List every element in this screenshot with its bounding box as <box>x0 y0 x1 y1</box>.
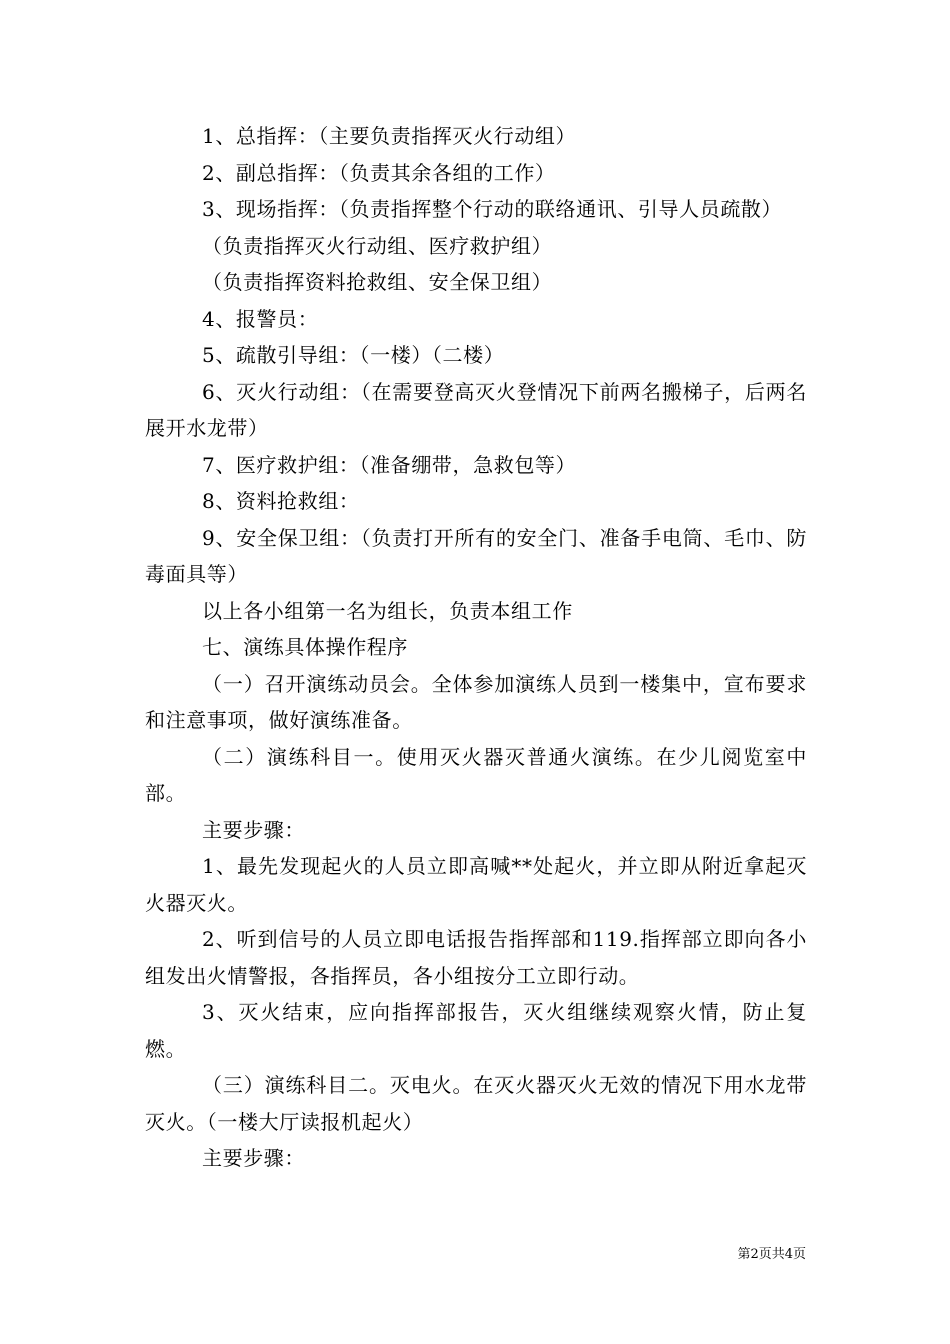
paragraph-group-leader-note: 以上各小组第一名为组长，负责本组工作 <box>202 598 573 623</box>
paragraph-alarm-officer: 4、报警员： <box>202 306 319 331</box>
section-heading-procedure: 七、演练具体操作程序 <box>202 635 408 659</box>
paragraph-step-one: （一）召开演练动员会。全体参加演练人员到一楼集中，宣布要求和注意事项，做好演练准备。 <box>145 671 807 732</box>
body-text <box>145 118 807 1177</box>
paragraph-commander-note-2: （负责指挥资料抢救组、安全保卫组） <box>202 270 553 294</box>
paragraph-substep-1: 1、最先发现起火的人员立即高喊**处起火，并立即从附近拿起灭火器灭火。 <box>145 854 807 915</box>
paragraph-site-commander: 3、现场指挥：（负责指挥整个行动的联络通讯、引导人员疏散） <box>202 197 783 221</box>
paragraph-main-steps-1: 主要步骤： <box>202 817 305 842</box>
paragraph-security-group: 9、安全保卫组：（负责打开所有的安全门、准备手电筒、毛巾、防毒面具等） <box>145 525 807 586</box>
paragraph-substep-3: 3、灭火结束，应向指挥部报告，灭火组继续观察火情，防止复燃。 <box>145 1000 807 1061</box>
page-number-footer: 第2页共4页 <box>737 1247 806 1262</box>
paragraph-deputy-commander: 2、副总指挥：（负责其余各组的工作） <box>202 160 556 185</box>
paragraph-evacuation-group: 5、疏散引导组：（一楼）（二楼） <box>202 343 505 367</box>
paragraph-step-three: （三）演练科目二。灭电火。在灭火器灭火无效的情况下用水龙带灭火。（一楼大厅读报机起火） <box>145 1073 807 1134</box>
paragraph-commander-note-1: （负责指挥灭火行动组、医疗救护组） <box>202 233 553 258</box>
paragraph-medical-group: 7、医疗救护组：（准备绷带，急救包等） <box>202 452 577 477</box>
paragraph-main-steps-2: 主要步骤： <box>202 1146 305 1170</box>
paragraph-substep-2: 2、听到信号的人员立即电话报告指挥部和119.指挥部立即向各小组发出火情警报，各指挥员，各小组按分工立即行动。 <box>145 927 807 988</box>
paragraph-records-group: 8、资料抢救组： <box>202 489 360 513</box>
paragraph-commander: 1、总指挥：（主要负责指挥灭火行动组） <box>202 124 577 148</box>
paragraph-step-two: （二）演练科目一。使用灭火器灭普通火演练。在少儿阅览室中部。 <box>145 744 807 805</box>
paragraph-firefighting-group: 6、灭火行动组：（在需要登高灭火登情况下前两名搬梯子，后两名展开水龙带） <box>145 379 807 440</box>
